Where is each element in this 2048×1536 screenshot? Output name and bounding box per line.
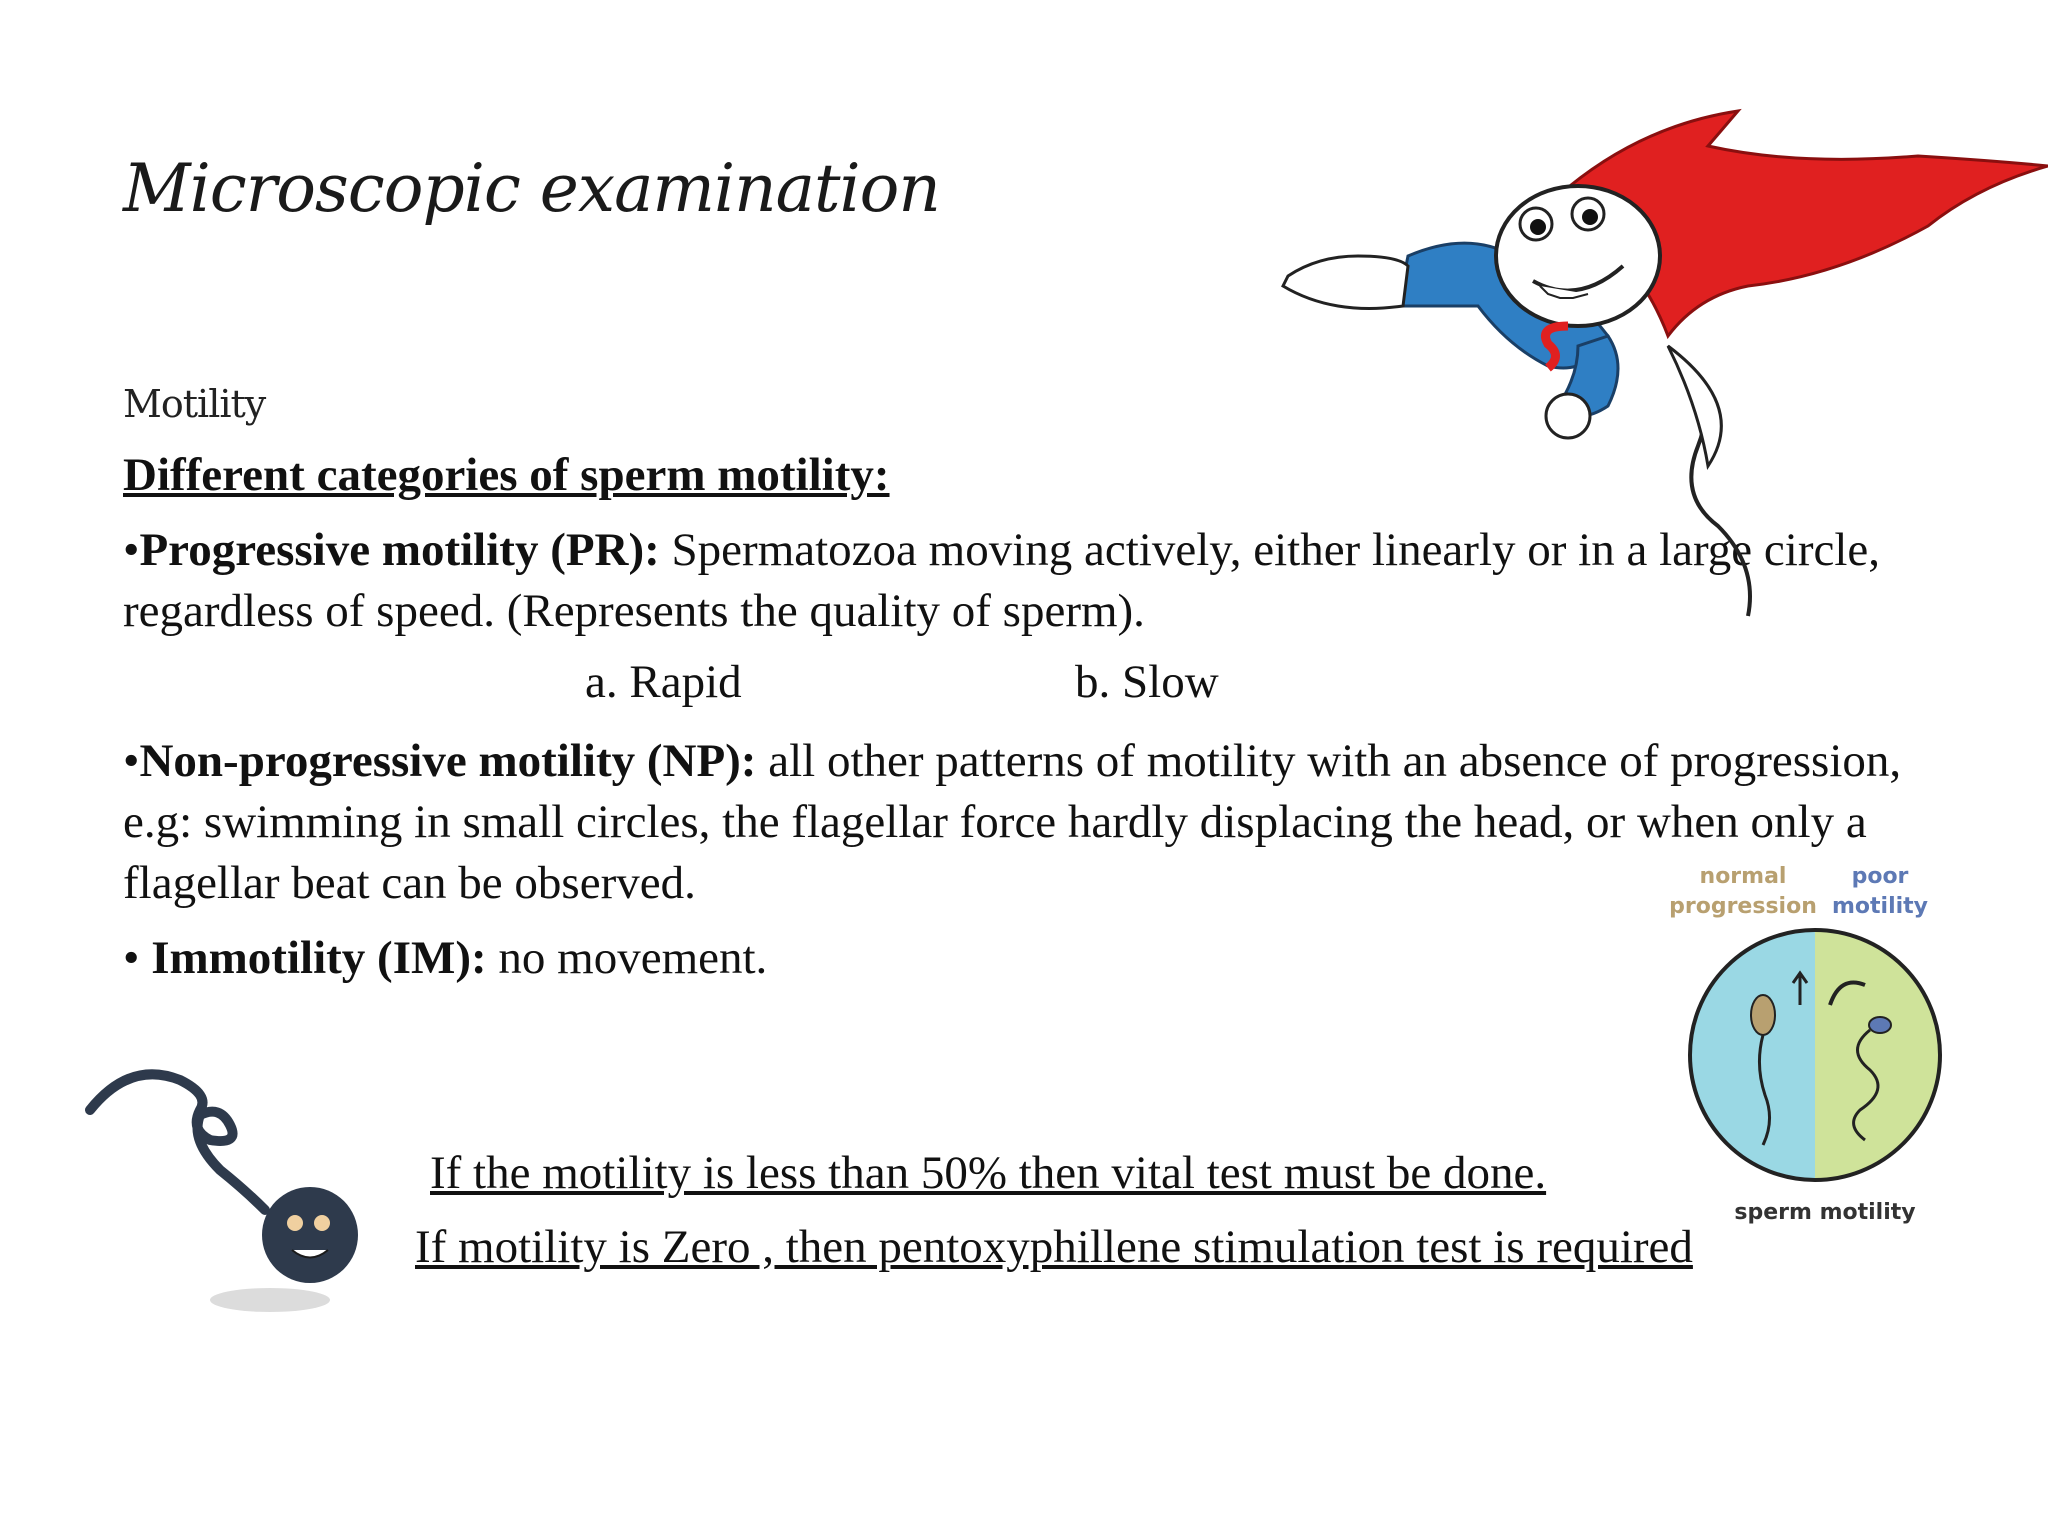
non-progressive-motility-text: all other patterns of motility with an absence of progression, e.g: swimming in small circles, the flagellar force hardly displacing the head, or when only a flagellar beat can be observed. — [123, 735, 1902, 909]
note-stimulation-test: If motility is Zero , then pentoxyphillene stimulation test is required — [415, 1221, 1693, 1273]
slide-title: Microscopic examination — [123, 150, 940, 227]
subtype-slow: b. Slow — [1075, 656, 1219, 708]
section-subheading: Motility — [123, 382, 266, 426]
non-progressive-motility-paragraph — [123, 731, 1923, 914]
note-vital-test: If the motility is less than 50% then vital test must be done. — [430, 1147, 1547, 1199]
progressive-motility-text: Spermatozoa moving actively, either linearly or in a large circle, regardless of speed. (Represents the quality of sperm). — [123, 524, 1881, 637]
sperm-motility-caption: sperm motility — [1734, 1200, 1916, 1225]
sperm-head — [262, 1187, 358, 1283]
non-progressive-motility-label: Non-progressive motility (NP): — [139, 735, 757, 787]
bullet: • — [123, 735, 140, 787]
superhero-sperm-illustration — [1278, 106, 2048, 626]
immotility-label: Immotility (IM): — [151, 932, 487, 984]
bullet: • — [123, 932, 152, 984]
poor-motility-label — [1820, 862, 1940, 922]
fist — [1546, 394, 1590, 438]
poor-label-line1: poor — [1851, 864, 1909, 889]
immotility-text: no movement. — [486, 932, 768, 984]
normal-label-line1: normal — [1699, 864, 1787, 889]
poor-label-line2: motility — [1831, 894, 1929, 919]
progressive-motility-label: Progressive motility (PR): — [139, 524, 660, 576]
dark-sperm-illustration — [70, 1050, 390, 1330]
categories-heading: Different categories of sperm motility: — [123, 449, 890, 501]
normal-progression-label — [1668, 862, 1818, 922]
normal-label-line2: progression — [1669, 894, 1817, 919]
bullet: • — [123, 524, 140, 576]
subtype-rapid: a. Rapid — [585, 656, 742, 708]
hand — [1283, 256, 1408, 309]
immotility-paragraph — [123, 928, 1923, 989]
